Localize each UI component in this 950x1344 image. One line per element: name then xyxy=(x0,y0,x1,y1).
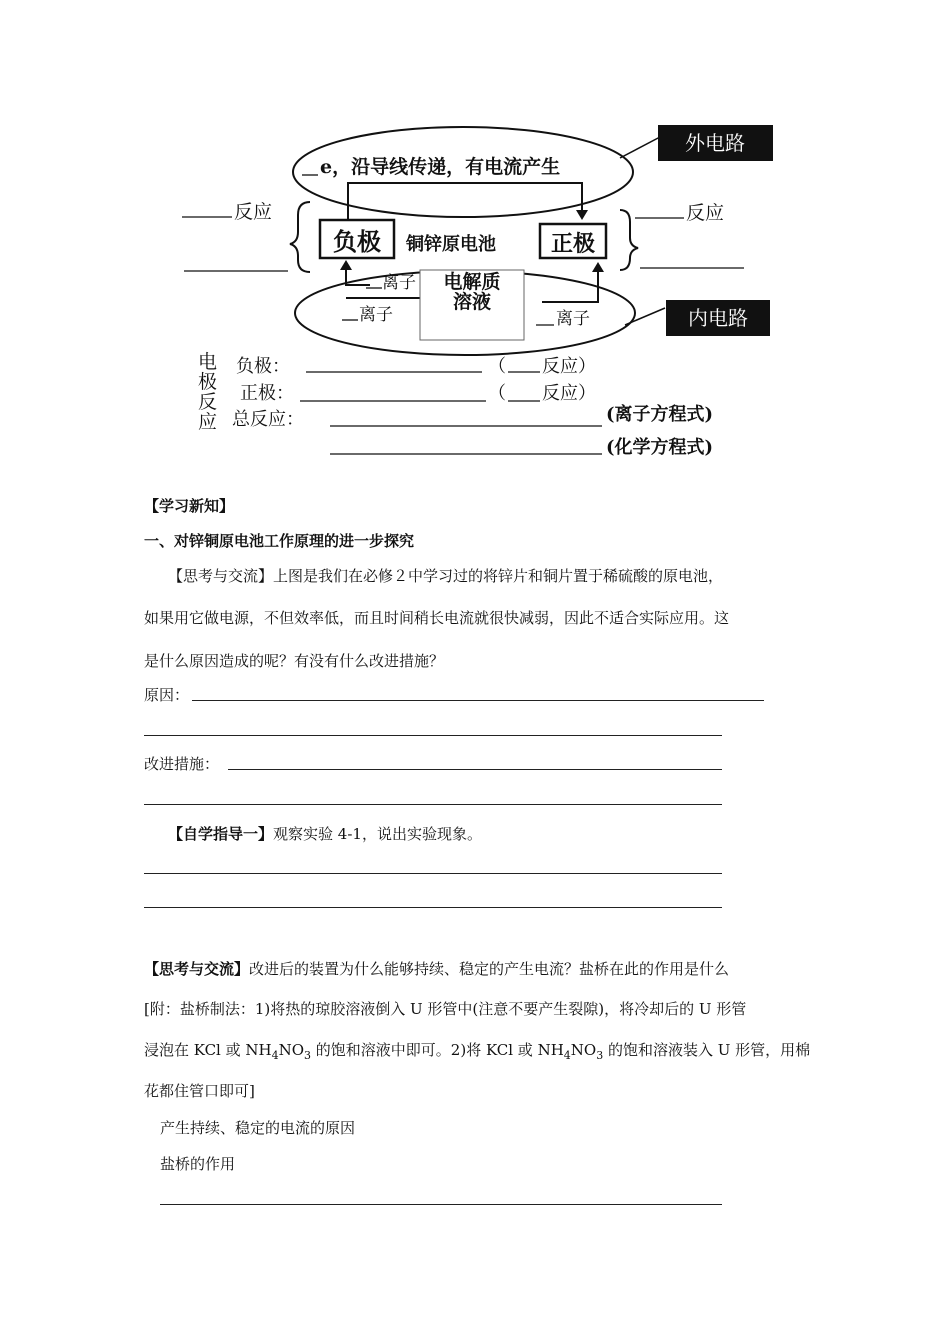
think2-text3d: 的饱和溶液装入 U 形管，用棉 xyxy=(603,1041,811,1059)
think2-text1: 改进后的装置为什么能够持续、稳定的产生电流？盐桥在此的作用是什么 xyxy=(249,960,730,978)
think1-line1 xyxy=(168,565,723,586)
improve-answer-line-1[interactable] xyxy=(228,769,722,770)
guide1-answer-line-2[interactable] xyxy=(144,907,722,908)
ionic-equation-label: (离子方程式) xyxy=(606,404,714,425)
think2-line4: 花都住管口即可] xyxy=(144,1082,255,1100)
electron-flow-text: e，沿导线传递，有电流产生 xyxy=(320,156,561,178)
guide1-line xyxy=(168,823,482,844)
cell-name: 铜锌原电池 xyxy=(406,234,496,255)
think1-text1: 上图是我们在必修２中学习过的将锌片和铜片置于稀硫酸的原电池， xyxy=(273,567,724,585)
reason-label: 原因： xyxy=(144,686,190,704)
item-current-reason: 产生持续、稳定的电流的原因 xyxy=(160,1119,356,1137)
electrode-reaction-char-2: 极 xyxy=(198,371,218,393)
galvanic-cell-diagram xyxy=(170,120,790,465)
chemical-equation-label: (化学方程式) xyxy=(606,437,714,458)
neg-reaction-close: 反应） xyxy=(542,356,596,377)
item-salt-bridge: 盐桥的作用 xyxy=(160,1155,236,1173)
pos-reaction-type: 反应 xyxy=(686,202,725,224)
salt-bridge-answer-line[interactable] xyxy=(160,1204,722,1205)
negative-electrode: 负极 xyxy=(333,227,381,256)
electrolyte-line2: 溶液 xyxy=(452,291,492,313)
ion-label-right: 离子 xyxy=(556,309,590,329)
neg-open-paren: （ xyxy=(488,356,506,377)
guide1-answer-line-1[interactable] xyxy=(144,873,722,874)
think1-line2: 如果用它做电源，不但效率低，而且时间稍长电流就很快减弱，因此不适合实际应用。这 xyxy=(144,609,730,627)
neg-reaction-type: 反应 xyxy=(234,201,273,223)
electrode-reaction-char-4: 应 xyxy=(198,411,218,433)
subscript-3b: 3 xyxy=(596,1049,604,1062)
think2-tag: 【思考与交流】 xyxy=(144,960,250,978)
pos-reaction-label: 正极： xyxy=(240,383,294,404)
improve-label: 改进措施： xyxy=(144,755,220,773)
think2-line2: [附：盐桥制法：1)将热的琼胶溶液倒入 U 形管中(注意不要产生裂隙)，将冷却后的 U 形管 xyxy=(144,1000,747,1018)
subscript-3a: 3 xyxy=(304,1049,312,1062)
improve-answer-line-2[interactable] xyxy=(144,804,722,805)
think1-line3: 是什么原因造成的呢？有没有什么改进措施？ xyxy=(144,652,445,670)
think1-tag: 【思考与交流】 xyxy=(168,567,274,585)
think2-text3c: 的饱和溶液中即可。2)将 KCl 或 NH xyxy=(311,1041,564,1059)
guide1-tag: 【自学指导一】 xyxy=(168,825,274,843)
subscript-4b: 4 xyxy=(563,1049,571,1062)
guide1-text: 观察实验 4-1，说出实验现象。 xyxy=(273,825,482,843)
neg-reaction-label: 负极： xyxy=(236,356,290,377)
think2-line3 xyxy=(144,1039,810,1062)
reason-answer-line-1[interactable] xyxy=(192,700,764,701)
think2-text3a: 浸泡在 KCl 或 NH xyxy=(144,1041,272,1059)
electrolyte-line1: 电解质 xyxy=(443,271,501,293)
think2-text3b: NO xyxy=(278,1041,305,1059)
electrode-reaction-char-1: 电 xyxy=(198,351,218,373)
think2-text3b-2: NO xyxy=(570,1041,597,1059)
section-title: 【学习新知】 xyxy=(144,497,235,515)
positive-electrode: 正极 xyxy=(550,231,596,257)
electrode-reaction-char-3: 反 xyxy=(198,391,218,413)
internal-circuit-label: 内电路 xyxy=(688,306,748,330)
subscript-4a: 4 xyxy=(271,1049,279,1062)
reason-answer-line-2[interactable] xyxy=(144,735,722,736)
pos-open-paren: （ xyxy=(488,383,506,404)
anion-label-left: 离子 xyxy=(359,305,393,325)
think2-line1 xyxy=(144,958,729,979)
cation-label-left: 离子 xyxy=(382,273,416,293)
subsection-title: 一、对锌铜原电池工作原理的进一步探究 xyxy=(144,532,415,550)
external-circuit-label: 外电路 xyxy=(685,131,745,155)
pos-reaction-close: 反应） xyxy=(542,383,596,404)
total-reaction-label: 总反应： xyxy=(232,409,304,430)
